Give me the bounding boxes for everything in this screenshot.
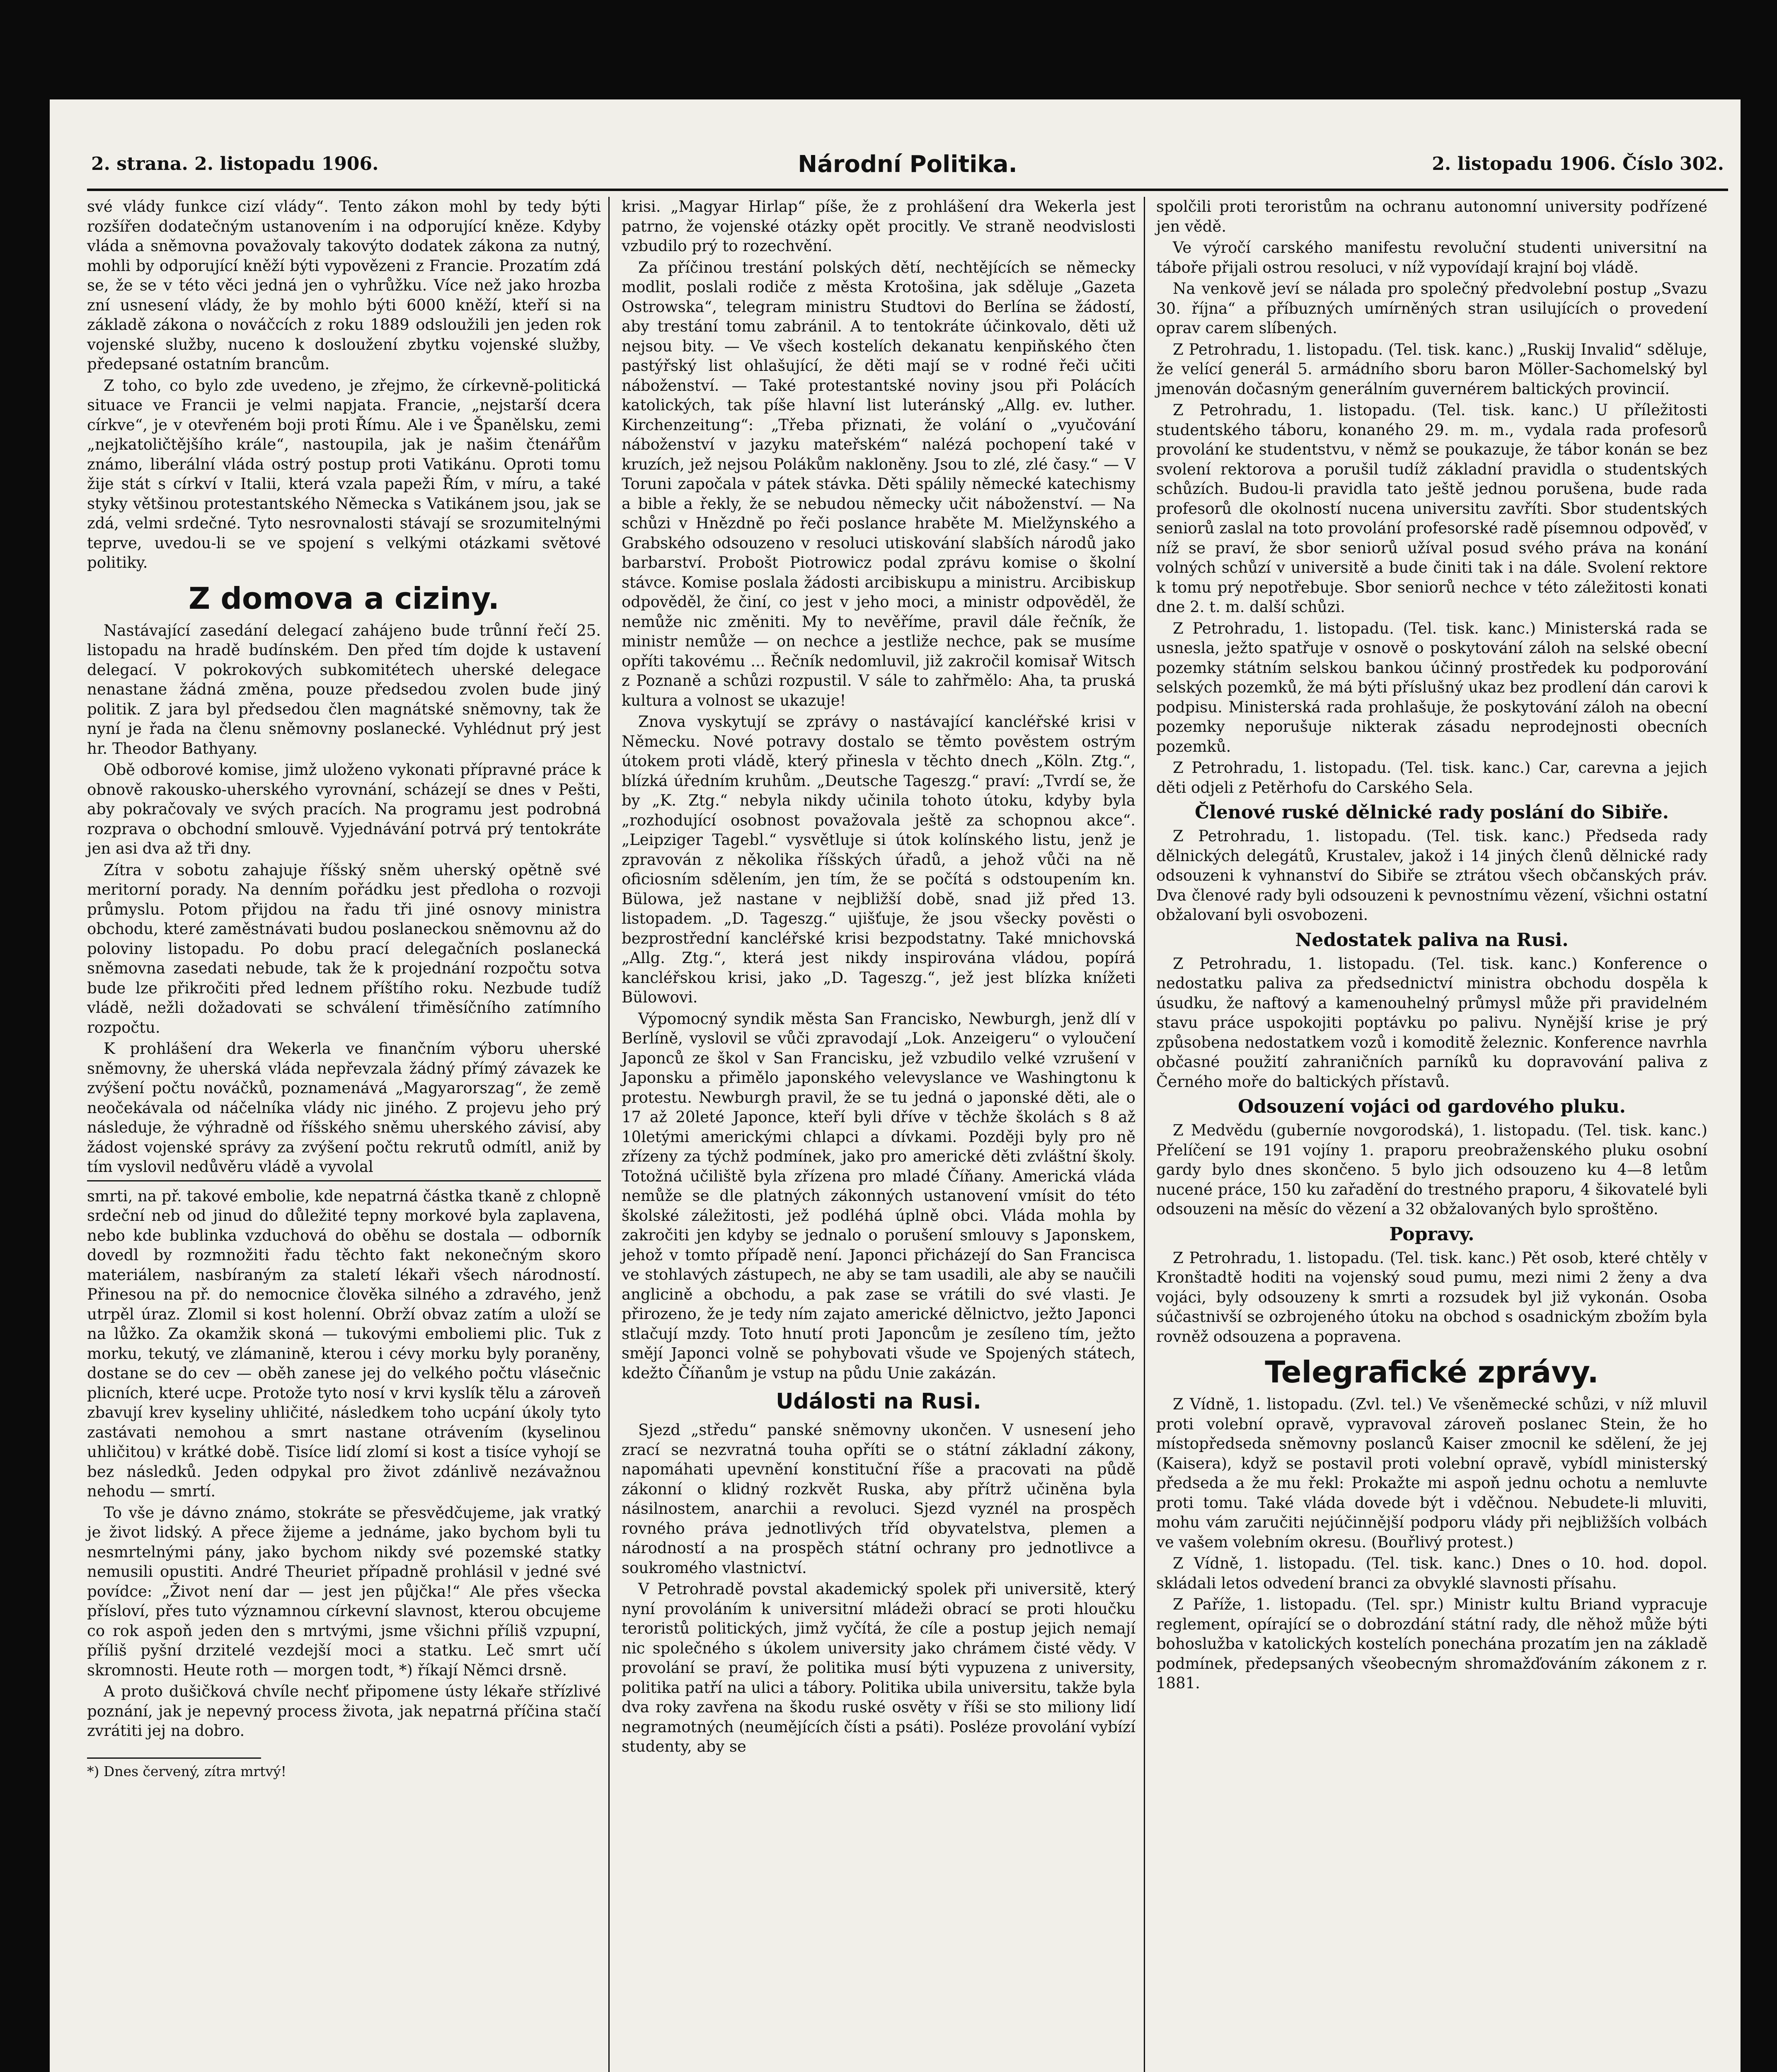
masthead-title: Národní Politika. bbox=[798, 151, 1017, 178]
telegram-item: Z Petrohradu, 1. listopadu. (Tel. tisk. kanc.) Předseda rady dělnických delegátů, Krustalev, jakož i 14 jiných členů dělnické rady odsouzeni k vyhnanství do Sibiře se ztrátou všech občanských práv. Dva členové rady byli odsouzeni k pevnostnímu vězení, všichni ostatní obžalovaní byli osvobozeni. bbox=[1156, 827, 1707, 924]
header-right: 2. listopadu 1906. Číslo 302. bbox=[1432, 153, 1724, 174]
telegram-item: Z Vídně, 1. listopadu. (Tel. tisk. kanc.) Dnes o 10. hod. dopol. skládali letos odvedení branci za obvyklé slavnosti přísahu. bbox=[1156, 1554, 1707, 1592]
section-heading: Telegrafické zprávy. bbox=[1265, 1355, 1599, 1389]
telegram-item: Z Petrohradu, 1. listopadu. (Tel. tisk. kanc.) U příležitosti studentského táboru, konaného 29. m. m., vydala rada profesorů provolání ke studentstvu, v němž se poukazuje, že tábor konán se bez svolení rektorova a porušil tudíž základní pravidla o studentských schůzích. Budou-li pravidla tato ještě jednou porušena, bude rada profesorů dle okolností nucena universitu zavříti. Sbor studentských seniorů zaslal na toto provolání profesorské radě písemnou odpověď, v níž se praví, že sbor seniorů užíval posud svého práva na konání volných schůzí v universitě a bude činiti tak i na dále. Svolení rektore k tomu prý nepotřebuje. Sbor seniorů nechce v této záležitosti konati dne 2. t. m. další schůzi. bbox=[1156, 401, 1707, 616]
news-item: Na venkově jeví se nálada pro společný předvolební postup „Svazu 30. října“ a příbuzných umírněných stran usilujících o provedení oprav carem slíbených. bbox=[1156, 280, 1707, 337]
news-item: Nastávající zasedání delegací zahájeno bude trůnní řečí 25. listopadu na hradě budínském. Den před tím dojde k ustavení delegací. V pokrokových subkomitétech uherské delegace nenastane žádná změna, pouze předsedou zvolen bude jiný politik. Z jara byl předsedou člen magnátské sněmovny, tak že nyní je řada na členu sněmovny poslanecké. Vyhlédnut prý jest hr. Theodor Bathyany. bbox=[87, 621, 601, 758]
news-item: Sjezd „středu“ panské sněmovny ukončen. V usnesení jeho zrací se nezvratná touha opříti se o státní základní zákony, napomáhati upevnění konstituční říše a pracovati na půdě zákonní o klidný rozkvět Ruska, aby přítrž učiněna byla násilnostem, anarchii a revoluci. Sjezd vyznél na prospěch rovného práva jednotlivých tříd obyvatelstva, plemen a národností a na prospěch státní ochrany pro jednotlivce a soukromého vlastnictví. bbox=[622, 1421, 1135, 1577]
footnote: *) Dnes červený, zítra mrtvý! bbox=[87, 1763, 286, 1779]
article-paragraph: Z toho, co bylo zde uvedeno, je zřejmo, že církevně-politická situace ve Francii je velmi napjata. Francie, „nejstarší dcera církve“, je v otevřeném boji proti Římu. Ale i ve Španělsku, zemi „nejkatoličtějšího krále“, nastoupila, jak je našim čtenářům známo, liberální vláda ostrý postup proti Vatikánu. Oproti tomu žije stát s církví v Italii, která vzala papeži Řím, v míru, a také styky většinou protestantského Německa s Vatikánem jsou, jak se zdá, velmi srdečné. Tyto nesrovnalosti stávají se srozumitelnými teprve, uvedou-li se ve spojení s velkými otázkami světové politiky. bbox=[87, 376, 601, 571]
telegram-item: Z Petrohradu, 1. listopadu. (Tel. tisk. kanc.) Car, carevna a jejich děti odjeli z Petěrhofu do Carského Sela. bbox=[1156, 759, 1707, 796]
news-item: krisi. „Magyar Hirlap“ píše, že z prohlášení dra Wekerla jest patrno, že vojenské otázky opět procitly. Ve straně neodvislosti vzbudilo prý to rozechvění. bbox=[622, 198, 1135, 255]
news-item: V Petrohradě povstal akademický spolek při universitě, který nyní provoláním k universitní mládeži obrací se proti hloučku teroristů politických, jimž vyčítá, že cíle a postup jejich nemají nic společného s úkolem university jako chrámem čisté vědy. V provolání se praví, že politika musí býti vypuzena z university, politika patří na ulici a tábory. Politika ubila universitu, takže byla dva roky zavřena na škodu ruské osvěty v říši se sto miliony lidí negramotných (neumějících čísti a psáti). Posléze provolání vybízí studenty, aby se bbox=[622, 1580, 1135, 1755]
header-rule bbox=[87, 189, 1728, 191]
news-item: Ve výročí carského manifestu revoluční studenti universitní na táboře přijali ostrou resoluci, v níž vypovídají krajní boj vládě. bbox=[1156, 239, 1707, 276]
page-header bbox=[91, 153, 1724, 182]
subheading: Popravy. bbox=[1389, 1223, 1474, 1245]
column-divider bbox=[1144, 197, 1145, 2072]
news-item: Obě odborové komise, jimž uloženo vykonati přípravné práce k obnově rakousko-uherského vyrovnání, scházejí se dnes v Pešti, aby pokračovaly ve svých pracích. Na programu jest podrobná rozprava o obchodní smlouvě. Vyjednávání potrvá prý tentokráte jen asi dva až tři dny. bbox=[87, 761, 601, 857]
column-3 bbox=[1156, 197, 1707, 1695]
news-item: K prohlášení dra Wekerla ve finančním výboru uherské sněmovny, že uherská vláda nepřevzala žádný přímý závazek ke zvýšení počtu nováčků, poznamenává „Magyarorszag“, že země neočekávala od náčelníka vlády nic jiného. Z projevu jeho prý následuje, že výhradně od říšského sněmu uherského závisí, aby žádost vojenské správy za zvýšení počtu rekrutů odmítl, aniž by tím vyslovil nedůvěru vládě a vyvolal bbox=[87, 1040, 601, 1176]
telegram-item: Z Petrohradu, 1. listopadu. (Tel. tisk. kanc.) Pět osob, které chtěly v Kronštadtě hoditi na vojenský soud pumu, mezi nimi 2 ženy a dva vojáci, byly odsouzeny k smrti a rozsudek byl již vykonán. Osoba súčastnivší se ozbrojeného útoku na obchod s osadnickým zbožím byla rovněž odsouzena a popravena. bbox=[1156, 1249, 1707, 1346]
column-divider bbox=[608, 197, 610, 2072]
newspaper-page bbox=[50, 99, 1741, 2072]
telegram-item: Z Vídně, 1. listopadu. (Zvl. tel.) Ve všeněmecké schůzi, v níž mluvil proti volební opravě, vypravoval zároveň poslanec Stein, že ho místopředseda sněmovny poslanců Kaiser zmocnil ke sdělení, že jej (Kaisera), když se postavil proti volební opravě, vybídl ministerský předseda a že mu řekl: Prokažte mi aspoň jednu ochotu a nemluvte proti tomu. Také vláda dovede být i vděčnou. Nebudete-li mluviti, mohu vám zaručiti nejúčinnější podporu vlády při nejbližších volbách ve vašem volebním okresu. (Bouřlivý protest.) bbox=[1156, 1395, 1707, 1551]
news-item: Výpomocný syndik města San Francisko, Newburgh, jenž dlí v Berlíně, vyslovil se vůči zpravodají „Lok. Anzeigeru“ o vyloučení Japonců ze škol v San Francisku, jež vzbudilo velké vzrušení v Japonsku a přimělo japonského velevyslance ve Washingtonu k protestu. Newburgh pravil, že se tu jedná o japonské děti, ale o 17 až 20leté Japonce, kteří byli dříve v těchže školách s 8 až 10letými americkými chlapci a dívkami. Později byly pro ně zřízeny za týchž podmínek, jako pro americké děti zvláštní školy. Totožná učiliště byla zřízena pro mladé Číňany. Americká vláda nemůže se dle platných zákonných ustanovení vmísit do této školské záležitosti, jež podléhá úplně obci. Vláda mohla by zakročiti jen kdyby se jednalo o porušení smlouvy s Japonskem, jehož v tomto případě není. Japonci přicházejí do San Francisca ve stohlavých zástupech, ne aby se tam usadili, ale aby se naučili anglicině a obchodu, a pak zase se vrátili do své vlasti. Je přirozeno, že je tedy ním zajato americké dělnictvo, ježto Japonci stlačují mzdy. Toto hnutí proti Japoncům je zesíleno tím, ježto smějí Japonci volně se pohybovati všude ve Spojených státech, kdežto Číňanům je vstup na půdu Unie zakázán. bbox=[622, 1009, 1135, 1382]
column-2 bbox=[622, 197, 1135, 1758]
news-item: spolčili proti teroristům na ochranu autonomní university podřízené jen vědě. bbox=[1156, 198, 1707, 235]
subheading: Členové ruské dělnické rady poslání do Sibiře. bbox=[1195, 802, 1669, 823]
telegram-item: Z Petrohradu, 1. listopadu. (Tel. tisk. kanc.) Konference o nedostatku paliva za předsednictví ministra obchodu dospěla k úsudku, že naftový a kamenouhelný průmysl může při pravidelném stavu práce uspokojiti poptávku po palivu. Nynější krise je prý způsobena nedostatkem vozů i komoditě železnic. Konference navrhla občasné použití zahraničních parníků ku dopravování paliva z Černého moře do baltických přístavů. bbox=[1156, 954, 1707, 1091]
article-paragraph: své vlády funkce cizí vlády“. Tento zákon mohl by tedy býti rozšířen dodatečným ustanovením i na odporující kněze. Kdyby vláda a sněmovna považovaly takovýto dodatek zákona za nutný, mohli by odporující kněží býti vypovězeni z Francie. Prozatím zdá se, že se v této věci jedná jen o vyhrůžku. Více než jako hrozba zní usnesení vlády, že by mohlo býti 6000 kněží, kteří si na základě zákona o nováčcích z roku 1889 odsloužili jen jeden rok vojenské služby, nuceno k dosloužení zbytku vojenské služby, předepsané ostatním brancům. bbox=[87, 198, 601, 373]
subheading: Nedostatek paliva na Rusi. bbox=[1295, 929, 1569, 951]
section-heading: Události na Rusi. bbox=[776, 1389, 981, 1414]
news-item: Znova vyskytují se zprávy o nastávající kancléřské krisi v Německu. Nové potravy dostalo se těmto pověstem ostrým útokem proti vládě, který přinesla v těchto dnech „Köln. Ztg.“, blízká úředním kruhům. „Deutsche Tageszg.“ praví: „Tvrdí se, že by „K. Ztg.“ nebyla nikdy učinila tohoto útoku, kdyby byla „rozhodující osobnost považovala ještě za schopnou akce“. „Leipziger Tagebl.“ vysvětluje si útok kolínského listu, jenž je zpravován z několika říšských úřadů, a jehož vůči na ně oficiosním sdělením, jen tím, že se počítá s odstoupením kn. Bülowa, jež nastane v nejbližší době, snad již před 13. listopadem. „D. Tageszg.“ ujišťuje, že jsou všecky pověsti o bezprostřední kancléřské krisi bezpodstatny. Také mnichovská „Allg. Ztg.“, která jest nikdy inspirována vládou, popírá kancléřskou krisi, jako „D. Tageszg.“, jež jest blízka knížeti Bülowovi. bbox=[622, 713, 1135, 1006]
telegram-item: Z Petrohradu, 1. listopadu. (Tel. tisk. kanc.) „Ruskij Invalid“ sděluje, že velící generál 5. armádního sboru baron Möller-Sachomelský byl jmenován dočasným generálním guvernérem baltických provincií. bbox=[1156, 340, 1707, 398]
column-1 bbox=[87, 197, 601, 1780]
telegram-item: Z Petrohradu, 1. listopadu. (Tel. tisk. kanc.) Ministerská rada se usnesla, ježto spatřuje v osnově o poskytování záloh na selské obecní pozemky státním selskou bankou účinný prostředek ku podporování selských pozemků, že má býti příslušný ukaz bez prodlení dán carovi k podpisu. Ministerská rada prohlašuje, že poskytování záloh na obecní pozemky neporušuje nikterak zásadu neprodejnosti obecních pozemků. bbox=[1156, 619, 1707, 755]
feuilleton-paragraph: A proto dušičková chvíle nechť připomene ústy lékaře střízlivé poznání, jak je nepevný process života, jak nepatrná příčina stačí zvrátiti jej na dobro. bbox=[87, 1682, 601, 1740]
feuilleton-paragraph: smrti, na př. takové embolie, kde nepatrná částka tkaně z chlopně srdeční neb od jinud do důležité tepny morkové byla zaplavena, nebo kde bublinka vzduchová do oběhu se dostala — odborník dovedl by rozmnožiti řadu těchto fakt nekonečným skoro materiálem, nasbíraným za staletí lékaři všech národností. Přinesou na př. do nemocnice člověka silného a zdravého, jenž utrpěl úraz. Zlomil si kost holenní. Obrží obvaz zatím a uloží se na lůžko. Za okamžik skoná — tukovými emboliemi plic. Tuk z morku, tekutý, ve zlámanině, kterou i cévy morku byly poraněny, dostane se do cev — oběh zanese jej do velkého počtu vlásečnic plicních, které ucpe. Protože tyto nosí v krvi kyslík tělu a zároveň zbavují krev kyseliny uhličité, následkem toho ucpání úkoly tyto zastávati nemohou a smrt nastane otrávením (kyselinou uhličitou) v krátké době. Tisíce lidí zlomí si kost a tisíce vyhojí se bez následků. Jeden odpykal pro život zdánlivě nezávažnou nehodu — smrtí. bbox=[87, 1187, 601, 1500]
footnote-rule bbox=[87, 1757, 261, 1759]
subheading: Odsouzení vojáci od gardového pluku. bbox=[1238, 1096, 1626, 1117]
telegram-item: Z Medvědu (guberníe novgorodská), 1. listopadu. (Tel. tisk. kanc.) Přelíčení se 191 vojíny 1. praporu preobraženského pluku osobní gardy bylo dnes skončeno. 5 bylo jich odsouzeno ku 4—8 letům nucené práce, 150 ku zařadění do trestného praporu, 4 šikovatelé byli odsouzeni na měsíc do vězení a 32 obžalovaných bylo sproštěno. bbox=[1156, 1121, 1707, 1218]
feuilleton-paragraph: To vše je dávno známo, stokráte se přesvědčujeme, jak vratký je život lidský. A přece žijeme a jednáme, jako bychom byli tu nesmrtelnými pány, jako bychom nikdy své pozemské statky nemusili opustiti. André Theuriet případně prohlásil v jedné své povídce: „Život není dar — jest jen půjčka!“ Ale přes všecka přísloví, přes tuto významnou církevní slavnost, kterou obcujeme co rok aspoň jeden den s mrtvými, jsme všichni příliš vzpupní, příliš pyšní drzitelé vezdejší moci a statku. Leč smrt učí skromnosti. Heute roth — morgen todt, *) říkají Němci drsně. bbox=[87, 1503, 601, 1679]
header-left: 2. strana. 2. listopadu 1906. bbox=[91, 153, 379, 174]
section-heading: Z domova a ciziny. bbox=[189, 581, 499, 616]
news-item: Zítra v sobotu zahajuje říšský sněm uherský opětně své meritorní porady. Na denním pořádku jest předloha o rozvoji průmyslu. Potom přijdou na řadu tři jiné osnovy ministra obchodu, které zaměstnávati budou poslaneckou sněmovnu až do poloviny listopadu. Po dobu prací delegačních poslanecká sněmovna zasedati nebude, tak že k projednání rozpočtu sotva bude lze přikročiti před lednem příštího roku. Nezbude tudíž vládě, nežli dožadovati se schválení třiměsíčního zatímního rozpočtu. bbox=[87, 861, 601, 1036]
feuilleton-rule bbox=[87, 1180, 601, 1184]
news-item: Za příčinou trestání polských dětí, nechtějících se německy modlit, poslali rodiče z města Krotošina, jak sděluje „Gazeta Ostrowska“, telegram ministru Studtovi do Berlína se žádostí, aby trestání tomu zabránil. A to tentokráte účinkovalo, děti už nejsou bity. — Ve všech kostelích dekanatu kenpiňského čten pastýřský list ohlašující, že děti mají se v rodné řeči učiti náboženství. — Také protestantské noviny jsou při Polácích katolických, tak píše hlavní list luteránský „Allg. ev. luther. Kirchenzeitung“: „Třeba přiznati, že volání o „vyučování náboženství v jazyku mateřském“ nalézá pochopení také v kruzích, jež nejsou Polákům nakloněny. Jsou to zlé, zlé časy.“ — V Toruni započala v pátek stávka. Děti spálily německé katechismy a bible a řekly, že se nebudou německy učit náboženství. — Na schůzi v Hnězdně po řeči poslance hraběte M. Mielžynského a Grabského odsouzeno v resoluci utiskování slabších národů jako barbarství. Probošt Piotrowicz podal zprávu komise o školní stávce. Komise poslala žádosti arcibiskupu a ministru. Arcibiskup odpověděl, že činí, co jest v jeho moci, a ministr odpověděl, že nemůže nic změniti. My to nevěříme, pravil dále řečník, že ministr nemůže — on nechce a jestliže nechce, pak se musíme opříti takovému ... Řečník nedomluvil, již zakročil komisař Witsch z Poznaně a schůzi rozpustil. V sále to zahřmělo: Aha, ta pruská kultura a volnost se ukazuje! bbox=[622, 258, 1135, 709]
telegram-item: Z Paříže, 1. listopadu. (Tel. spr.) Ministr kultu Briand vypracuje reglement, opírající se o dobrozdání státní rady, dle něhož může býti bohoslužba v katolických kostelích ponechána prozatím jen na základě podmínek, předepsaných všeobecným shromažďováním zákonem z r. 1881. bbox=[1156, 1595, 1707, 1692]
